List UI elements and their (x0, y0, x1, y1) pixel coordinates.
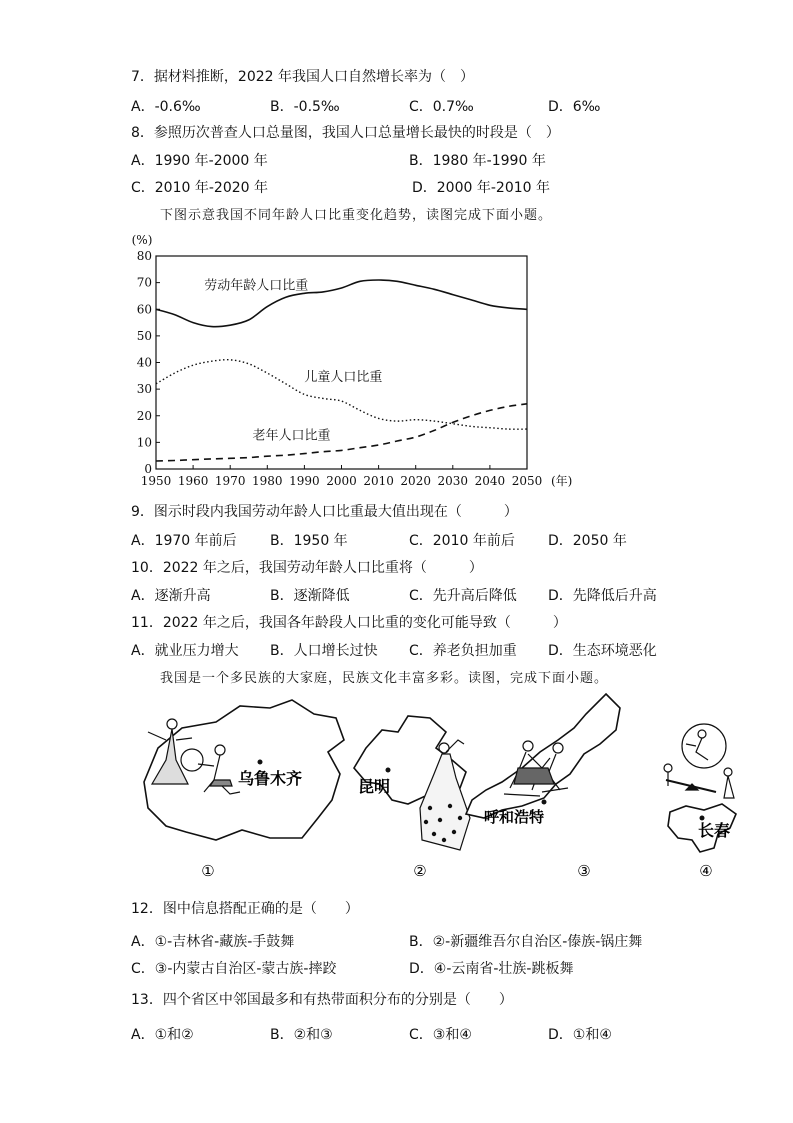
series-label-1: 劳动年龄人口比重 (204, 278, 309, 294)
y-tick-label: 20 (136, 408, 152, 423)
y-tick-label: 40 (136, 355, 152, 370)
intro-text-2: 我国是一个多民族的大家庭，民族文化丰富多彩。读图，完成下面小题。 (160, 671, 609, 686)
q13-option-c[interactable]: C．③和④ (409, 1027, 472, 1043)
question-7-stem: 7．据材料推断，2022 年我国人口自然增长率为（ ） (131, 69, 474, 85)
map-xinjiang (144, 700, 344, 880)
q13-option-d[interactable]: D．①和④ (548, 1027, 612, 1043)
q7-option-b[interactable]: B．-0.5‰ (270, 99, 340, 115)
map-jilin (664, 724, 736, 880)
x-tick-label: 2000 (326, 474, 357, 488)
q10-option-a[interactable]: A．逐渐升高 (131, 588, 211, 604)
series-line-3 (156, 404, 527, 461)
y-axis-unit-label: (%) (131, 233, 153, 247)
age-structure-chart (120, 226, 590, 496)
q9-option-c[interactable]: C．2010 年前后 (409, 533, 515, 549)
q13-option-a[interactable]: A．①和② (131, 1027, 194, 1043)
q8-option-b[interactable]: B．1980 年-1990 年 (409, 153, 546, 169)
q11-option-c[interactable]: C．养老负担加重 (409, 643, 517, 659)
question-8-stem: 8．参照历次普查人口总量图，我国人口总量增长最快的时段是（ ） (131, 125, 560, 141)
map-4-city-label: 长春 (697, 821, 731, 840)
series-label-3: 老年人口比重 (252, 428, 331, 444)
q8-option-a[interactable]: A．1990 年-2000 年 (131, 153, 268, 169)
y-tick-label: 50 (136, 328, 152, 343)
x-tick-label: 1950 (140, 474, 172, 488)
question-10-stem: 10．2022 年之后，我国劳动年龄人口比重将（ ） (131, 560, 483, 576)
y-tick-label: 30 (136, 382, 152, 397)
y-tick-label: 80 (136, 249, 152, 263)
x-tick-label: 2050 (511, 474, 543, 488)
q10-option-c[interactable]: C．先升高后降低 (409, 588, 517, 604)
x-tick-label: 1980 (252, 474, 283, 488)
q12-option-d[interactable]: D．④-云南省-壮族-跳板舞 (409, 961, 574, 977)
q7-option-c[interactable]: C．0.7‰ (409, 99, 474, 115)
q12-option-a[interactable]: A．①-吉林省-藏族-手鼓舞 (131, 934, 295, 950)
map-3-city-label: 呼和浩特 (483, 808, 545, 826)
q9-option-b[interactable]: B．1950 年 (270, 533, 348, 549)
x-tick-label: 1960 (177, 474, 209, 488)
q7-option-a[interactable]: A．-0.6‰ (131, 99, 201, 115)
province-maps-illustration (130, 688, 750, 884)
map-3-number: ③ (577, 862, 591, 880)
q13-option-b[interactable]: B．②和③ (270, 1027, 333, 1043)
y-tick-label: 10 (136, 435, 152, 450)
question-9-stem: 9．图示时段内我国劳动年龄人口比重最大值出现在（ ） (131, 504, 518, 520)
x-tick-label: 1990 (289, 474, 320, 488)
q9-option-d[interactable]: D．2050 年 (548, 533, 627, 549)
x-tick-label: 2040 (474, 474, 506, 488)
map-inner-mongolia (466, 694, 620, 880)
x-tick-label: 2030 (437, 474, 469, 488)
y-tick-label: 0 (144, 462, 152, 476)
question-12-stem: 12．图中信息搭配正确的是（ ） (131, 901, 359, 917)
q12-option-b[interactable]: B．②-新疆维吾尔自治区-傣族-锅庄舞 (409, 934, 643, 950)
q10-option-d[interactable]: D．先降低后升高 (548, 588, 657, 604)
map-1-number: ① (201, 862, 215, 880)
seesaw-dancers-icon (664, 724, 734, 798)
map-4-number: ④ (699, 862, 713, 880)
q10-option-b[interactable]: B．逐渐降低 (270, 588, 350, 604)
map-1-city-label: 乌鲁木齐 (237, 769, 303, 788)
x-axis-unit-label: (年) (551, 474, 573, 488)
q11-option-d[interactable]: D．生态环境恶化 (548, 643, 657, 659)
q11-option-b[interactable]: B．人口增长过快 (270, 643, 378, 659)
q12-option-c[interactable]: C．③-内蒙古自治区-蒙古族-摔跤 (131, 961, 337, 977)
series-label-2: 儿童人口比重 (304, 370, 383, 386)
map-2-number: ② (413, 862, 427, 880)
q9-option-a[interactable]: A．1970 年前后 (131, 533, 237, 549)
map-yunnan (354, 716, 470, 880)
question-11-stem: 11．2022 年之后，我国各年龄段人口比重的变化可能导致（ ） (131, 615, 567, 631)
intro-text-1: 下图示意我国不同年龄人口比重变化趋势，读图完成下面小题。 (160, 208, 553, 223)
q11-option-a[interactable]: A．就业压力增大 (131, 643, 239, 659)
y-tick-label: 60 (136, 302, 152, 317)
question-13-stem: 13．四个省区中邻国最多和有热带面积分布的分别是（ ） (131, 992, 513, 1008)
q8-option-c[interactable]: C．2010 年-2020 年 (131, 180, 268, 196)
y-tick-label: 70 (136, 275, 152, 290)
q8-option-d[interactable]: D．2000 年-2010 年 (412, 180, 550, 196)
x-tick-label: 1970 (214, 474, 246, 488)
x-tick-label: 2010 (363, 474, 394, 488)
q7-option-d[interactable]: D．6‰ (548, 99, 601, 115)
map-2-city-label: 昆明 (357, 777, 391, 796)
x-tick-label: 2020 (400, 474, 431, 488)
